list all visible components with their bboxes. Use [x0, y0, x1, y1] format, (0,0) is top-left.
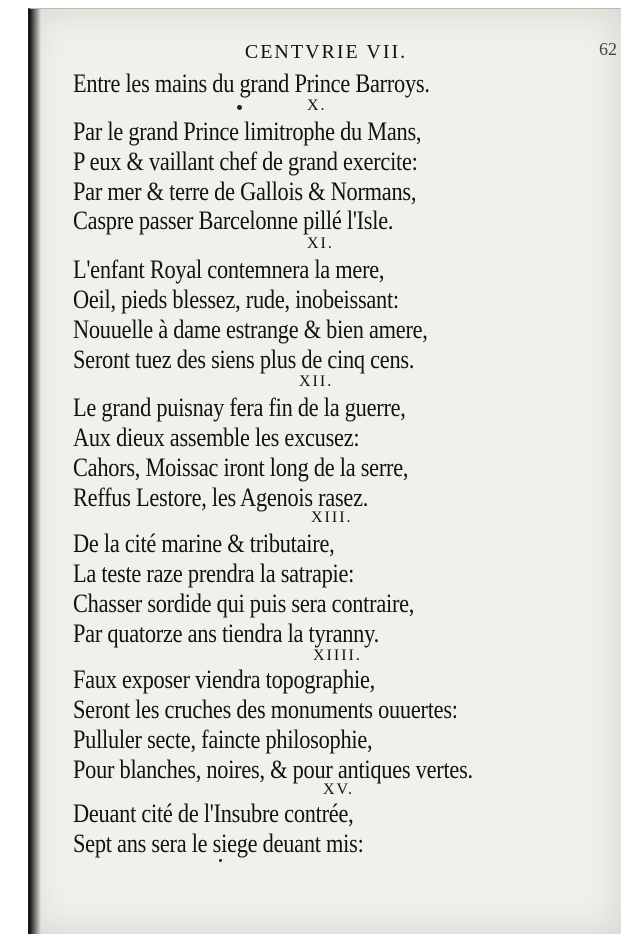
quatrain-number: XIIII.	[313, 647, 362, 664]
verse-line: La teste raze prendra la satrapie:	[73, 559, 355, 588]
verse-line: Pour blanches, noires, & pour antiques vertes.	[73, 755, 473, 784]
verse-line: Par le grand Prince limitrophe du Mans,	[73, 117, 422, 146]
verse-line: Reffus Lestore, les Agenois rasez.	[73, 483, 369, 512]
verse-line: Pulluler secte, faincte philosophie,	[73, 725, 373, 754]
verse-line: De la cité marine & tributaire,	[73, 529, 335, 558]
quatrain-number: XIII.	[311, 509, 353, 526]
verse-line: Oeil, pieds blessez, rude, inobeissant:	[73, 285, 399, 314]
verse-line: Nouuelle à dame estrange & bien amere,	[73, 315, 428, 344]
ink-speck	[219, 859, 222, 862]
quatrain-number: XI.	[307, 235, 334, 252]
verse-line: Seront les cruches des monuments ouuertes:	[73, 695, 458, 724]
quatrain-number: X.	[307, 97, 327, 114]
verse-line: Le grand puisnay fera fin de la guerre,	[73, 393, 406, 422]
verse-line: Caspre passer Barcelonne pillé l'Isle.	[73, 206, 394, 235]
verse-line: Entre les mains du grand Prince Barroys.	[73, 69, 430, 98]
verse-line: Faux exposer viendra topographie,	[73, 665, 375, 694]
verse-line: P eux & vaillant chef de grand exercite:	[73, 147, 418, 176]
verse-line: Cahors, Moissac iront long de la serre,	[73, 453, 409, 482]
verse-line: Par mer & terre de Gallois & Normans,	[73, 177, 417, 206]
verse-line: Seront tuez des siens plus de cinq cens.	[73, 345, 415, 374]
page-binding-shadow	[31, 9, 41, 934]
verse-line: Aux dieux assemble les excusez:	[73, 423, 360, 452]
page-number: 62	[599, 39, 617, 59]
ink-speck	[237, 105, 242, 110]
quatrain-number: XII.	[299, 373, 334, 390]
quatrain-number: XV.	[323, 781, 355, 798]
verse-line: L'enfant Royal contemnera la mere,	[73, 255, 385, 284]
verse-line: Sept ans sera le siege deuant mis:	[73, 829, 364, 858]
verse-line: Deuant cité de l'Insubre contrée,	[73, 799, 354, 828]
verse-line: Chasser sordide qui puis sera contraire,	[73, 589, 415, 618]
running-title: CENTVRIE VII.	[244, 41, 408, 63]
book-page	[28, 8, 621, 934]
verse-line: Par quatorze ans tiendra la tyranny.	[73, 619, 379, 648]
